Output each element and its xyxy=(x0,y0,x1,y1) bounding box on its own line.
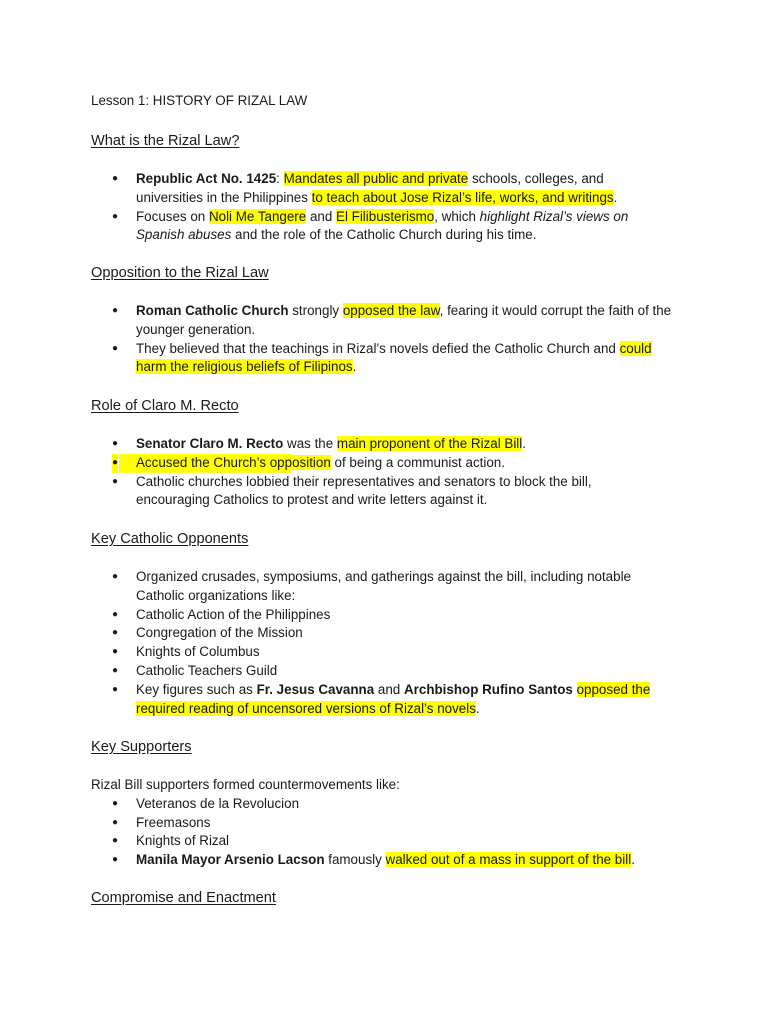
section-heading: Key Catholic Opponents xyxy=(91,531,249,547)
section-compromise xyxy=(91,888,691,908)
text-run: Knights of Rizal xyxy=(136,833,230,849)
bullet-list xyxy=(91,435,651,510)
bullet-item xyxy=(91,568,681,606)
highlighted-text: El Filibusterismo xyxy=(336,208,435,224)
text-run: . xyxy=(475,700,480,716)
bullet-item xyxy=(91,208,651,246)
highlighted-text: Accused the Church’s opposition xyxy=(136,454,331,470)
text-run: , fearing it would corrupt the faith of the younger generation. xyxy=(136,303,672,337)
bullet-item xyxy=(91,851,681,870)
text-run: . xyxy=(631,852,635,868)
text-run: famously xyxy=(324,852,386,868)
bold-text: Archbishop Rufino Santos xyxy=(403,681,573,697)
bold-text: Roman Catholic Church xyxy=(136,303,289,318)
section-heading: Role of Claro M. Recto xyxy=(91,398,239,414)
text-run: and xyxy=(306,208,337,224)
italic-text: highlight Rizal’s views on Spanish abuses xyxy=(136,208,629,243)
highlighted-text: Mandates all public and private xyxy=(283,171,469,186)
text-run: Organized crusades, symposiums, and gatherings against the bill, including notable Catholic organizations like: xyxy=(136,569,631,603)
text-run: schools, colleges, and universities in the Philippines xyxy=(136,171,604,205)
text-run: Congregation of the Mission xyxy=(136,625,303,641)
text-run: Veteranos de la Revolucion xyxy=(136,795,300,811)
bullet-item xyxy=(91,624,681,643)
highlighted-text: main proponent of the Rizal Bill xyxy=(336,436,523,451)
bullet-item xyxy=(91,473,651,511)
highlighted-text: to teach about Jose Rizal’s life, works, and writings xyxy=(311,189,614,205)
bullet-item xyxy=(91,170,651,208)
text-run: Freemasons xyxy=(136,814,211,830)
text-run: . xyxy=(522,436,526,451)
bullet-item xyxy=(91,795,681,814)
bullet-item xyxy=(91,814,681,833)
bullet-item xyxy=(91,643,681,662)
text-run: was the xyxy=(283,436,337,451)
text-run: Focuses on xyxy=(136,208,209,224)
section-intro: Rizal Bill supporters formed countermovements like: xyxy=(91,777,400,792)
highlighted-text: opposed the law xyxy=(342,303,440,318)
text-run: of being a communist action. xyxy=(330,454,505,470)
bullet-item xyxy=(91,606,681,625)
bullet-item xyxy=(91,435,651,454)
bold-text: Manila Mayor Arsenio Lacson xyxy=(136,852,325,868)
text-run: strongly xyxy=(288,303,343,318)
text-run: Knights of Columbus xyxy=(136,644,260,660)
section-what-is-rizal-law xyxy=(91,131,691,245)
text-run: They believed that the teachings in Rizal’s novels defied the Catholic Church and xyxy=(136,340,620,356)
bullet-item xyxy=(91,454,651,473)
section-claro-recto xyxy=(91,396,691,510)
bullet-item xyxy=(91,302,681,340)
section-catholic-opponents xyxy=(91,529,691,718)
text-run: . xyxy=(613,189,618,205)
section-heading: Compromise and Enactment xyxy=(91,890,276,906)
bullet-item xyxy=(91,662,681,681)
text-run: and xyxy=(374,681,404,697)
bold-text: Republic Act No. 1425 xyxy=(136,171,277,186)
bullet-list xyxy=(91,170,651,245)
highlighted-text: Noli Me Tangere xyxy=(208,208,307,224)
text-run: Catholic Teachers Guild xyxy=(136,662,278,678)
text-run: . xyxy=(352,359,357,375)
bold-text: Senator Claro M. Recto xyxy=(136,436,284,451)
bullet-item xyxy=(91,681,681,719)
highlighted-text: walked out of a mass in support of the bill xyxy=(385,852,632,868)
section-heading: Key Supporters xyxy=(91,739,192,755)
bullet-item xyxy=(91,340,681,378)
bullet-list xyxy=(91,568,681,718)
text-run: Catholic Action of the Philippines xyxy=(136,606,331,622)
section-key-supporters xyxy=(91,737,691,870)
section-heading: Opposition to the Rizal Law xyxy=(91,265,269,281)
text-run: and the role of the Catholic Church during his time. xyxy=(231,227,537,243)
text-run: Key figures such as xyxy=(136,681,257,697)
bullet-item xyxy=(91,832,681,851)
section-opposition xyxy=(91,263,691,377)
section-heading: What is the Rizal Law? xyxy=(91,133,240,149)
bold-text: Fr. Jesus Cavanna xyxy=(256,681,375,697)
highlighted-text: opposed the required reading of uncensored versions of Rizal’s novels xyxy=(136,681,651,716)
bullet-list xyxy=(91,302,681,377)
bullet-list xyxy=(91,795,681,870)
text-run: : xyxy=(276,171,284,186)
text-run: , which xyxy=(434,208,480,224)
lesson-title: Lesson 1: HISTORY OF RIZAL LAW xyxy=(91,93,308,108)
highlighted-text: could harm the religious beliefs of Filipinos xyxy=(136,340,652,375)
text-run: Catholic churches lobbied their representatives and senators to block the bill, encouraging Catholics to protest and write letters against it. xyxy=(136,473,592,508)
